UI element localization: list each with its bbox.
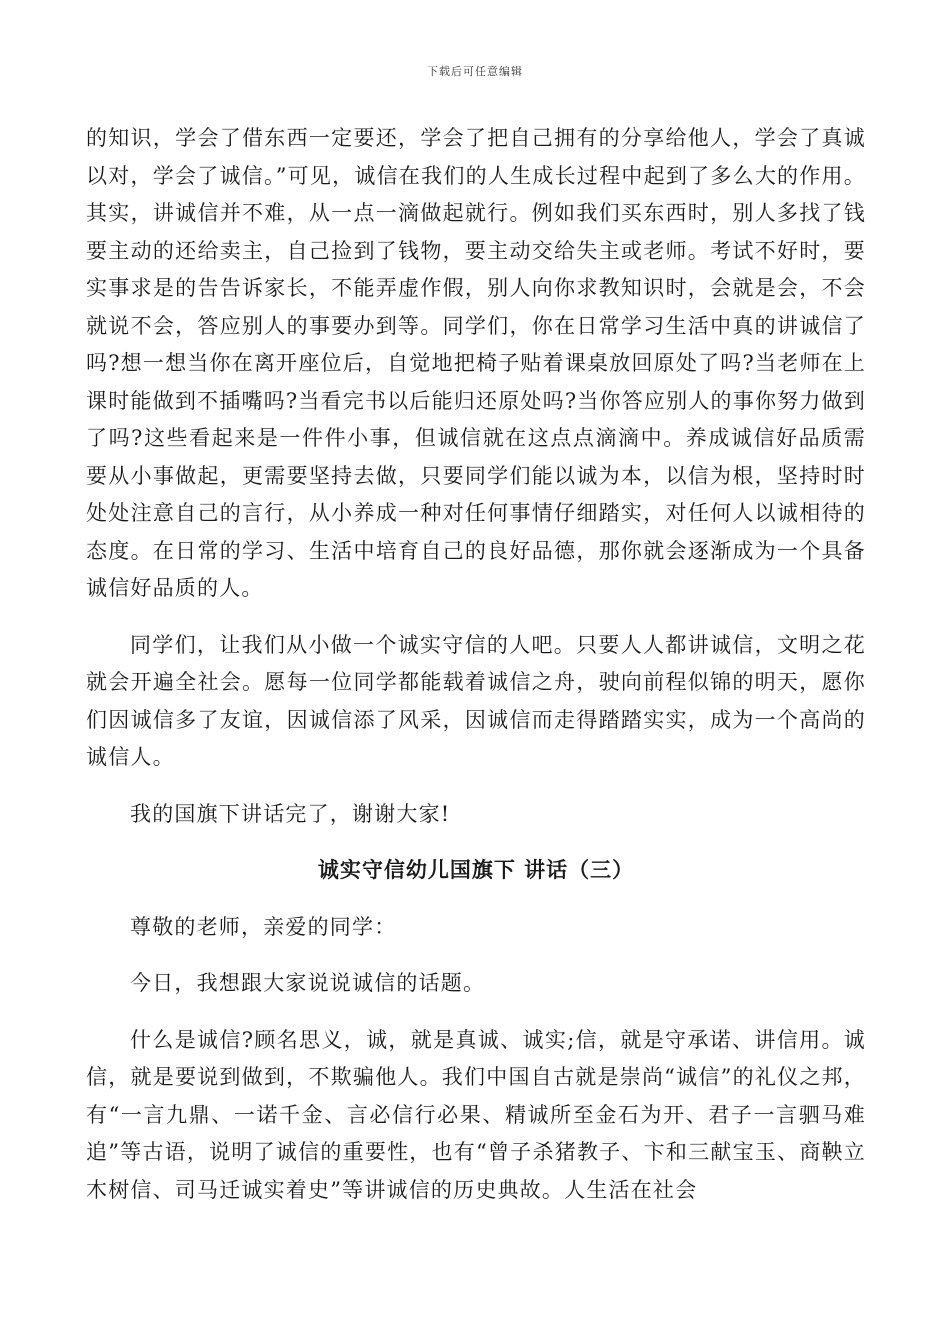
- paragraph-definition: 什么是诚信?顾名思义，诚，就是真诚、诚实;信，就是守承诺、讲信用。诚信，就是要说到做到，不欺骗他人。我们中国自古就是崇尚“诚信”的礼仪之邦，有“一言九鼎、一诺千金、言必信行必果、精诚所至金石为开、君子一言驷马难追”等古语，说明了诚信的重要性，也有“曾子杀猪教子、卞和三献宝玉、商鞅立木树信、司马迁诚实着史”等讲诚信的历史典故。人生活在社会: [86, 1027, 866, 1202]
- page-header: 下载后可任意编辑: [427, 65, 523, 78]
- paragraph-intro: 今日，我想跟大家说说诚信的话题。: [130, 971, 486, 995]
- document-body: [86, 120, 866, 1209]
- paragraph-salutation: 尊敬的老师，亲爱的同学：: [130, 914, 397, 939]
- section-heading: 诚实守信幼儿国旗下 讲话（三）: [317, 858, 635, 882]
- paragraph-continued: 的知识，学会了借东西一定要还，学会了把自己拥有的分享给他人，学会了真诚以对，学会了诚信。”可见，诚信在我们的人生成长过程中起到了多么大的作用。其实，讲诚信并不难，从一点一滴做起就行。例如我们买东西时，别人多找了钱要主动的还给卖主，自己捡到了钱物，要主动交给失主或老师。考试不好时，要实事求是的告告诉家长，不能弄虚作假，别人向你求教知识时，会就是会，不会就说不会，答应别人的事要办到等。同学们，你在日常学习生活中真的讲诚信了吗?想一想当你在离开座位后，自觉地把椅子贴着课桌放回原处了吗?当老师在上课时能做到不插嘴吗?当看完书以后能归还原处吗?当你答应别人的事你努力做到了吗?这些看起来是一件件小事，但诚信就在这点点滴滴中。养成诚信好品质需要从小事做起，更需要坚持去做，只要同学们能以诚为本，以信为根，坚持时时处处注意自己的言行，从小养成一种对任何事情仔细踏实，对任何人以诚相待的态度。在日常的学习、生活中培育自己的良好品德，那你就会逐渐成为一个具备诚信好品质的人。: [86, 126, 866, 600]
- paragraph-closing: 我的国旗下讲话完了，谢谢大家!: [130, 801, 451, 826]
- paragraph-appeal: 同学们，让我们从小做一个诚实守信的人吧。只要人人都讲诚信，文明之花就会开遍全社会。愿每一位同学都能载着诚信之舟，驶向前程似锦的明天，愿你们因诚信多了友谊，因诚信添了风采，因诚信而走得踏踏实实，成为一个高尚的诚信人。: [86, 632, 866, 769]
